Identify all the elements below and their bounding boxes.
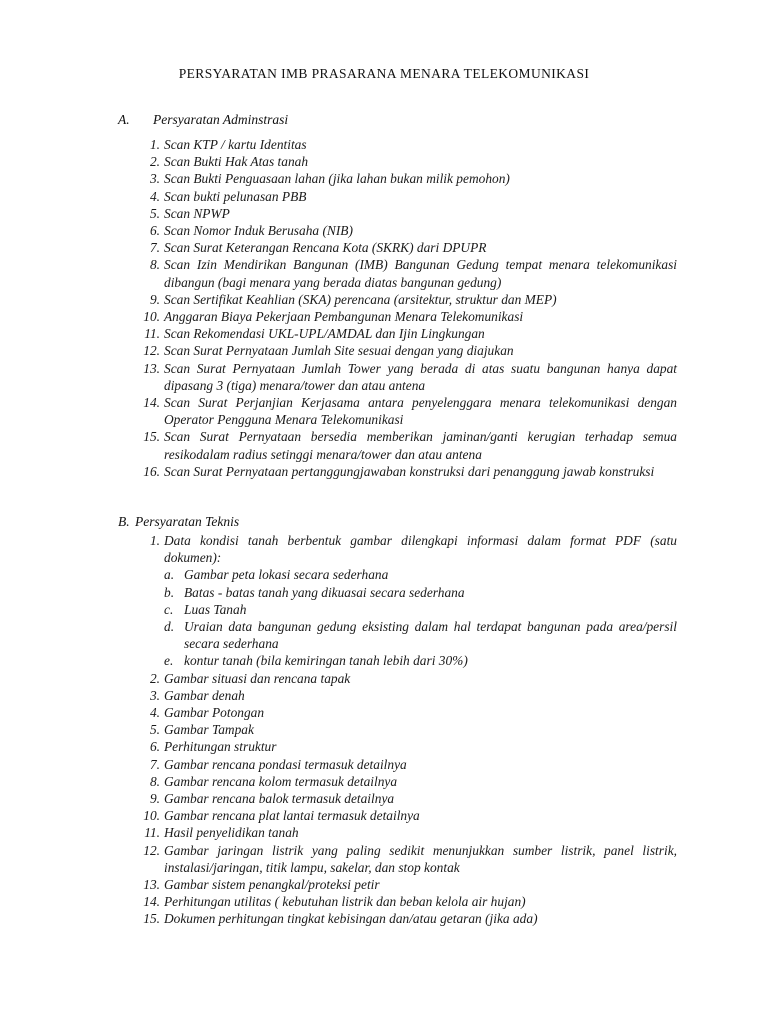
admin-requirement-item: [136, 291, 677, 308]
list-item-number: 14.: [143, 894, 160, 910]
technical-requirement-item: [136, 842, 677, 876]
list-item-text: Gambar denah: [164, 687, 245, 703]
list-item-number: 15.: [143, 429, 160, 445]
admin-requirement-item: [136, 153, 677, 170]
list-item-text: Anggaran Biaya Pekerjaan Pembangunan Menara Telekomunikasi: [164, 309, 524, 325]
technical-requirement-item: [136, 773, 677, 790]
technical-requirement-item: [136, 704, 677, 721]
list-item-text: Scan Surat Perjanjian Kerjasama antara penyelenggara menara telekomunikasi dengan Operator Pengguna Menara Telekomunikasi: [164, 395, 677, 428]
section-a-label: A.: [118, 112, 130, 127]
admin-requirement-item: [136, 428, 677, 462]
list-item-number: 15.: [143, 911, 160, 927]
admin-requirement-item: [136, 256, 677, 290]
section-a-heading: [118, 112, 678, 130]
list-item-text: Gambar sistem penangkal/proteksi petir: [164, 877, 380, 893]
list-item-number: 9.: [149, 791, 160, 807]
list-item-number: 3.: [149, 171, 160, 187]
list-item-text: Scan Surat Pernyataan pertanggungjawaban konstruksi dari penanggung jawab konstruksi: [164, 463, 655, 479]
technical-requirement-item: [136, 756, 677, 773]
technical-requirement-item: [136, 876, 677, 893]
list-item-text: Scan Bukti Hak Atas tanah: [164, 154, 309, 170]
section-a-title: Persyaratan Adminstrasi: [153, 112, 289, 127]
list-item-number: 10.: [143, 309, 160, 325]
list-item-text: Scan Sertifikat Keahlian (SKA) perencana (arsitektur, struktur dan MEP): [164, 291, 557, 307]
list-item-text: Scan Izin Mendirikan Bangunan (IMB) Bangunan Gedung tempat menara telekomunikasi dibangun (bagi menara yang berada diatas bangunan gedung): [164, 257, 677, 290]
list-item-text: Uraian data bangunan gedung eksisting dalam hal terdapat bangunan pada area/persil secara sederhana: [184, 619, 677, 652]
technical-sub-item: [164, 584, 677, 601]
list-item-text: Perhitungan utilitas ( kebutuhan listrik dan beban kelola air hujan): [164, 894, 526, 910]
technical-requirement-item: [136, 910, 677, 927]
list-item-text: Gambar rencana balok termasuk detailnya: [164, 791, 395, 807]
list-item-text: Gambar rencana pondasi termasuk detailnya: [164, 756, 407, 772]
sub-list: [164, 566, 677, 669]
list-item-text: Gambar Potongan: [164, 705, 265, 721]
list-item-number: d.: [164, 619, 175, 635]
list-item-text: Luas Tanah: [184, 601, 247, 617]
list-item-number: 10.: [143, 808, 160, 824]
list-item-number: 2.: [149, 670, 160, 686]
technical-requirement-item: [136, 721, 677, 738]
admin-requirement-item: [136, 394, 677, 428]
technical-requirement-item: [136, 824, 677, 841]
list-item-number: 4.: [149, 705, 160, 721]
list-item-number: 12.: [143, 842, 160, 858]
list-item-text: Scan Rekomendasi UKL-UPL/AMDAL dan Ijin Lingkungan: [164, 326, 485, 342]
list-item-number: 9.: [149, 291, 160, 307]
list-item-text: Scan Surat Pernyataan bersedia memberikan jaminan/ganti kerugian terhadap semua resikodalam radius setinggi menara/tower dan atau antena: [164, 429, 677, 462]
technical-requirement-item: [136, 687, 677, 704]
list-item-number: 5.: [149, 205, 160, 221]
list-item-number: 1.: [149, 533, 160, 548]
technical-requirement-item: [136, 790, 677, 807]
technical-requirement-item: [136, 738, 677, 755]
list-item-text: Gambar situasi dan rencana tapak: [164, 670, 351, 686]
section-a-list: [136, 136, 677, 480]
list-item-number: 4.: [149, 188, 160, 204]
list-item-text: Scan Surat Pernyataan Jumlah Tower yang berada di atas suatu bangunan hanya dapat dipasang 3 (tiga) menara/tower dan atau antena: [164, 360, 677, 393]
list-item-text: Batas - batas tanah yang dikuasai secara sederhana: [184, 584, 465, 600]
list-item-number: 13.: [143, 877, 160, 893]
list-item-number: e.: [164, 653, 174, 669]
list-item-text: Dokumen perhitungan tingkat kebisingan dan/atau getaran (jika ada): [164, 911, 538, 927]
technical-requirement-item: [136, 893, 677, 910]
list-item-text: Perhitungan struktur: [164, 739, 277, 755]
technical-sub-item: [164, 601, 677, 618]
list-item-number: b.: [164, 584, 175, 600]
admin-requirement-item: [136, 170, 677, 187]
list-item-text: Scan Surat Keterangan Rencana Kota (SKRK) dari DPUPR: [164, 240, 487, 256]
list-item-text: Gambar Tampak: [164, 722, 254, 738]
list-item-text: Scan Surat Pernyataan Jumlah Site sesuai dengan yang diajukan: [164, 343, 514, 359]
admin-requirement-item: [136, 342, 677, 359]
admin-requirement-item: [136, 325, 677, 342]
section-b-list: [136, 532, 677, 928]
admin-requirement-item: [136, 205, 677, 222]
list-item-text: Hasil penyelidikan tanah: [164, 825, 299, 841]
admin-requirement-item: [136, 308, 677, 325]
list-item-number: 2.: [149, 154, 160, 170]
list-item-text: kontur tanah (bila kemiringan tanah lebih dari 30%): [184, 653, 468, 669]
list-item-text: Gambar rencana plat lantai termasuk detailnya: [164, 808, 420, 824]
technical-sub-item: [164, 618, 677, 652]
list-item-number: 8.: [149, 773, 160, 789]
list-item-number: 11.: [144, 326, 160, 342]
list-item-text: Scan Bukti Penguasaan lahan (jika lahan bukan milik pemohon): [164, 171, 510, 187]
list-item-text: Data kondisi tanah berbentuk gambar dilengkapi informasi dalam format PDF (satu dokumen):: [164, 533, 677, 566]
list-item-number: 11.: [144, 825, 160, 841]
list-item-number: 12.: [143, 343, 160, 359]
list-item-number: 5.: [149, 722, 160, 738]
technical-sub-item: [164, 566, 677, 583]
admin-requirement-item: [136, 239, 677, 256]
list-item-text: Scan Nomor Induk Berusaha (NIB): [164, 223, 353, 239]
document-title: PERSYARATAN IMB PRASARANA MENARA TELEKOMUNIKASI: [178, 66, 590, 81]
list-item-number: a.: [164, 567, 175, 583]
list-item-number: 3.: [149, 687, 160, 703]
list-item-number: c.: [164, 601, 174, 617]
list-item-text: Scan NPWP: [164, 205, 230, 221]
section-b-heading: [118, 514, 678, 532]
list-item-text: Scan bukti pelunasan PBB: [164, 188, 307, 204]
section-b-title: Persyaratan Teknis: [135, 514, 240, 529]
technical-requirement-item: [136, 807, 677, 824]
list-item-text: Gambar rencana kolom termasuk detailnya: [164, 773, 398, 789]
list-item-number: 6.: [149, 223, 160, 239]
list-item-number: 6.: [149, 739, 160, 755]
list-item-number: 7.: [149, 240, 160, 256]
list-item-number: 7.: [149, 756, 160, 772]
admin-requirement-item: [136, 136, 677, 153]
technical-requirement-item: [136, 532, 677, 670]
technical-requirement-item: [136, 670, 677, 687]
list-item-text: Scan KTP / kartu Identitas: [164, 137, 307, 152]
list-item-text: Gambar jaringan listrik yang paling sedikit menunjukkan sumber listrik, panel listrik, instalasi/jaringan, titik lampu, sakelar, dan stop kontak: [164, 842, 677, 875]
list-item-number: 14.: [143, 395, 160, 411]
list-item-number: 16.: [143, 463, 160, 479]
admin-requirement-item: [136, 463, 677, 480]
list-item-text: Gambar peta lokasi secara sederhana: [184, 567, 389, 583]
list-item-number: 1.: [149, 137, 160, 152]
admin-requirement-item: [136, 188, 677, 205]
list-item-number: 13.: [143, 360, 160, 376]
admin-requirement-item: [136, 222, 677, 239]
technical-sub-item: [164, 652, 677, 669]
section-b-label: B.: [118, 514, 130, 529]
admin-requirement-item: [136, 360, 677, 394]
list-item-number: 8.: [149, 257, 160, 273]
